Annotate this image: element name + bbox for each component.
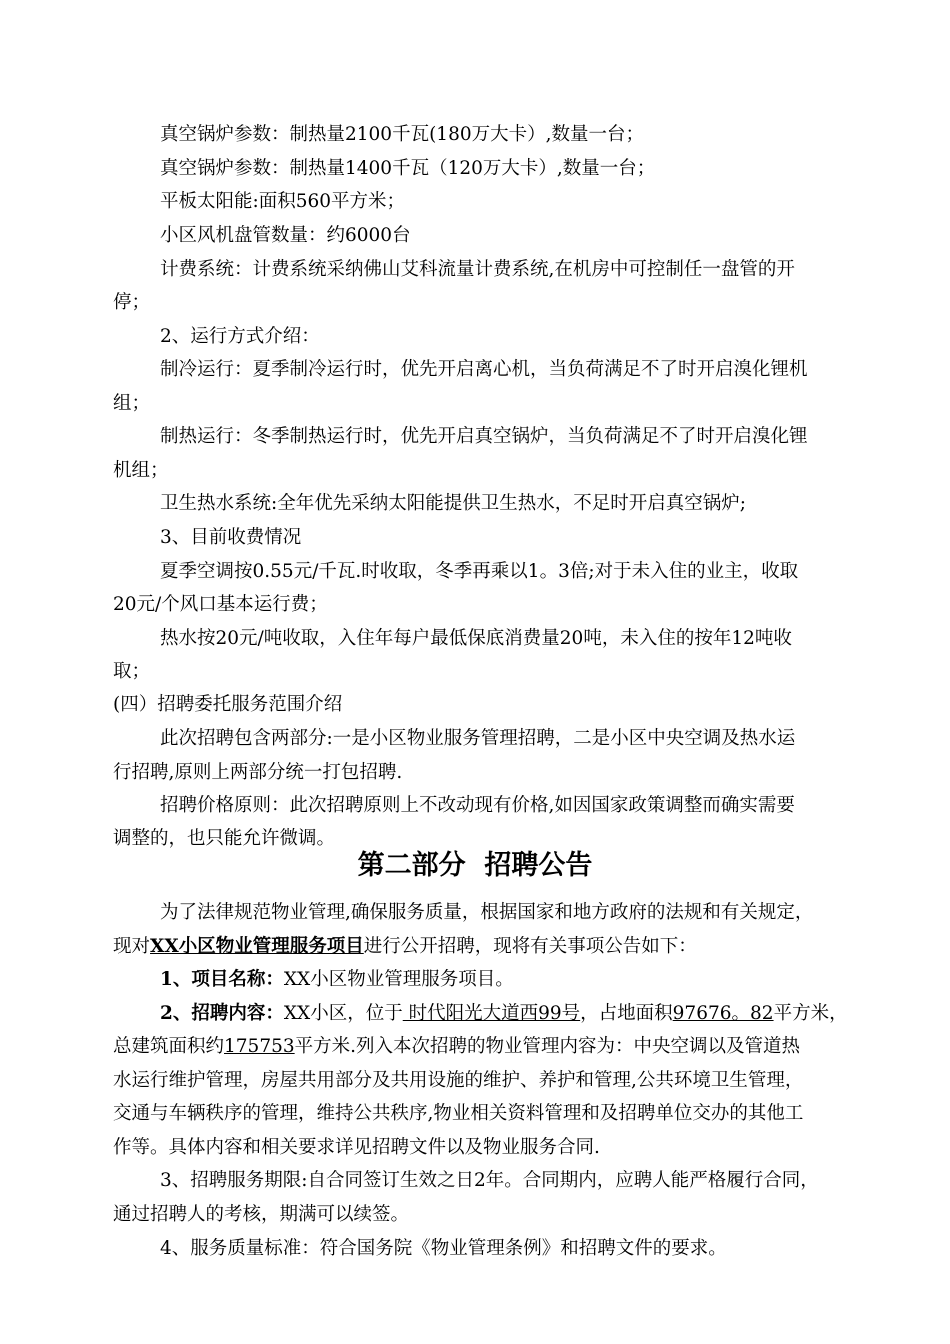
intro-line1: 为了法律规范物业管理,确保服务质量，根据国家和地方政府的法规和有关规定，	[160, 902, 814, 923]
cooling-line1: 制冷运行：夏季制冷运行时，优先开启离心机，当负荷满足不了时开启溴化锂机	[160, 359, 808, 380]
item2-text2: ，占地面积	[580, 1003, 673, 1024]
cooling-line2: 组；	[113, 393, 151, 414]
item1-project-name	[160, 968, 514, 992]
scope-line2: 行招聘,原则上两部分统一打包招聘.	[113, 762, 403, 783]
price-principle-line2: 调整的，也只能允许微调。	[113, 828, 336, 849]
item2-building-area: 175753	[224, 1036, 295, 1057]
item2-line1	[160, 1002, 848, 1026]
item2-line3: 水运行维护管理，房屋共用部分及共用设施的维护、养护和管理,公共环境卫生管理，	[113, 1070, 804, 1091]
heating-line1: 制热运行：冬季制热运行时，优先开启真空锅炉，当负荷满足不了时开启溴化锂	[160, 426, 808, 447]
item2-line5: 作等。具体内容和相关要求详见招聘文件以及物业服务合同.	[113, 1137, 600, 1158]
heating-line2: 机组；	[113, 460, 169, 481]
fan-coil-count: 小区风机盘管数量：约6000台	[160, 225, 411, 246]
part-two-heading: 第二部分 招聘公告	[357, 850, 593, 881]
item1-label: 1、项目名称：	[160, 969, 284, 990]
item2-address: 时代阳光大道西99号	[402, 1003, 581, 1024]
scope-line1: 此次招聘包含两部分:一是小区物业服务管理招聘，二是小区中央空调及热水运	[160, 728, 796, 749]
item2-text1: XX小区，位于	[283, 1003, 403, 1024]
intro-prefix: 现对	[113, 936, 151, 957]
item2-label: 2、招聘内容：	[160, 1003, 284, 1024]
item2-line2-prefix: 总建筑面积约	[113, 1036, 225, 1057]
ac-fee-line1: 夏季空调按0.55元/千瓦.时收取，冬季再乘以1。3倍;对于未入住的业主，收取	[160, 561, 799, 582]
billing-system-line1: 计费系统：计费系统采纳佛山艾科流量计费系统,在机房中可控制任一盘管的开	[160, 259, 795, 280]
item2-land-area: 97676。82	[672, 1003, 774, 1024]
solar-spec: 平板太阳能:面积560平方米；	[160, 191, 406, 212]
scope-title: (四）招聘委托服务范围介绍	[113, 694, 343, 715]
intro-line2	[113, 935, 697, 959]
item2-line4: 交通与车辆秩序的管理，维持公共秩序,物业相关资料管理和及招聘单位交办的其他工	[113, 1103, 804, 1124]
item3-line2: 通过招聘人的考核，期满可以续签。	[113, 1204, 410, 1225]
item2-text3: 平方米，	[773, 1003, 848, 1024]
item2-line2	[113, 1035, 800, 1059]
item3-line1: 3、招聘服务期限:自合同签订生效之日2年。合同期内，应聘人能严格履行合同，	[160, 1170, 819, 1191]
intro-suffix: 进行公开招聘，现将有关事项公告如下：	[363, 936, 697, 957]
price-principle-line1: 招聘价格原则：此次招聘原则上不改动现有价格,如因国家政策调整而确实需要	[160, 795, 795, 816]
hot-water-system: 卫生热水系统:全年优先采纳太阳能提供卫生热水，不足时开启真空锅炉;	[160, 493, 746, 514]
fees-title: 3、目前收费情况	[160, 527, 302, 548]
ac-fee-line2: 20元/个风口基本运行费；	[113, 594, 328, 615]
item2-line2-suffix: 平方米.列入本次招聘的物业管理内容为：中央空调以及管道热	[294, 1036, 801, 1057]
billing-system-line2: 停；	[113, 292, 151, 313]
water-fee-line2: 取；	[113, 661, 151, 682]
boiler-2100-spec: 真空锅炉参数：制热量2100千瓦(180万大卡）,数量一台；	[160, 124, 644, 145]
water-fee-line1: 热水按20元/吨收取，入住年每户最低保底消费量20吨，未入住的按年12吨收	[160, 628, 792, 649]
operation-mode-title: 2、运行方式介绍：	[160, 326, 320, 347]
item1-value: XX小区物业管理服务项目。	[283, 969, 514, 990]
item4-quality-standard: 4、服务质量标准：符合国务院《物业管理条例》和招聘文件的要求。	[160, 1238, 727, 1259]
boiler-1400-spec: 真空锅炉参数：制热量1400千瓦（120万大卡）,数量一台；	[160, 158, 656, 179]
project-name-underlined: XX小区物业管理服务项目	[150, 936, 364, 957]
